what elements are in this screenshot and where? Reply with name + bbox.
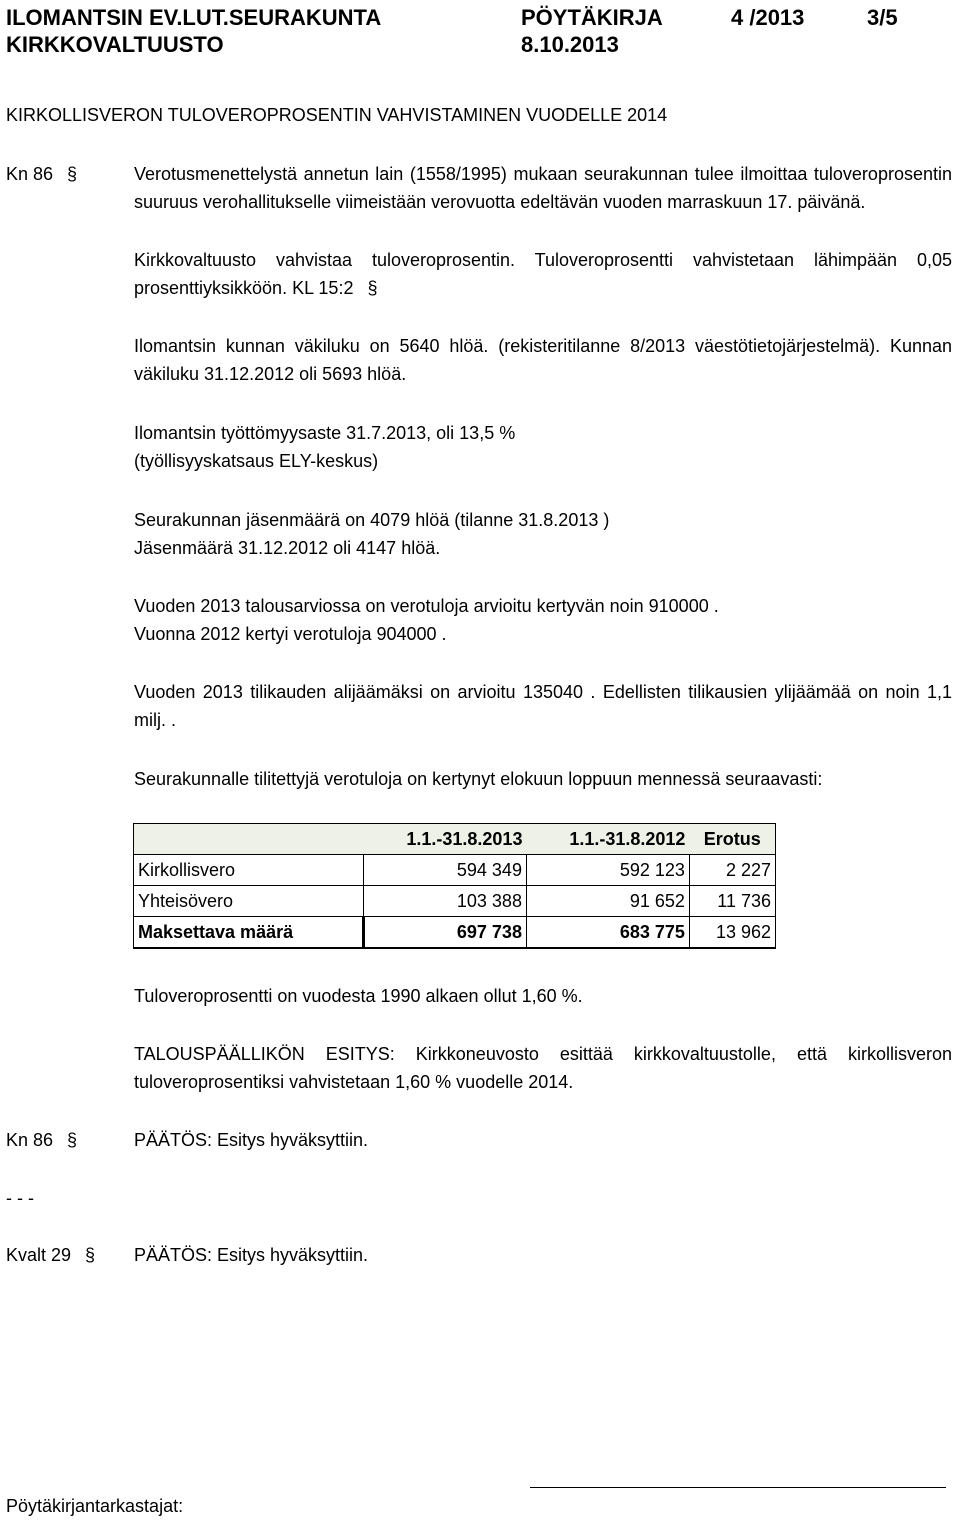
paragraph-tax-income bbox=[134, 592, 952, 648]
proposal-text: Kirkkoneuvosto esittää kirkkovaltuustolle, että kirkollisveron tuloveroprosentiksi vahvistetaan 1,60 % vuodelle 2014. bbox=[134, 1044, 953, 1092]
paragraph-unemployment bbox=[134, 419, 952, 475]
table-cell: Kirkollisvero bbox=[134, 855, 364, 886]
paragraph-population: Ilomantsin kunnan väkiluku on 5640 hlöä. (rekisteritilanne 8/2013 väestötietojärjestelmä). Kunnan väkiluku 31.12.2012 oli 5693 hlöä. bbox=[134, 336, 952, 384]
table-row bbox=[134, 855, 776, 886]
paragraph-law: Verotusmenettelystä annetun lain (1558/1995) mukaan seurakunnan tulee ilmoittaa tuloveroprosentin suuruus verohallitukselle viimeistään verovuotta edeltävän vuoden marraskuun 17. päivänä. bbox=[134, 164, 952, 212]
separator: - - - bbox=[6, 1188, 34, 1208]
member-count: Seurakunnan jäsenmäärä on 4079 hlöä (tilanne 31.8.2013 ) bbox=[134, 510, 610, 530]
table-row bbox=[134, 886, 776, 917]
decision-text-1: PÄÄTÖS: Esitys hyväksyttiin. bbox=[134, 1130, 369, 1150]
meeting-body: KIRKKOVALTUUSTO bbox=[6, 32, 224, 57]
table-cell: 11 736 bbox=[689, 886, 775, 917]
section-sign-icon: § bbox=[85, 1245, 96, 1265]
table-cell: 683 775 bbox=[526, 917, 689, 949]
member-count-previous: Jäsenmäärä 31.12.2012 oli 4147 hlöä. bbox=[134, 538, 441, 558]
table-cell: 594 349 bbox=[364, 855, 527, 886]
table-header-cell bbox=[134, 824, 364, 855]
table-row-total bbox=[134, 917, 776, 949]
unemployment-source: (työllisyyskatsaus ELY-keskus) bbox=[134, 451, 379, 471]
section-sign-icon: § bbox=[67, 1130, 78, 1150]
table-cell: 697 738 bbox=[364, 917, 527, 949]
table-header-cell: 1.1.-31.8.2013 bbox=[364, 824, 527, 855]
page-number: 3/5 bbox=[867, 5, 898, 30]
table-cell: 592 123 bbox=[526, 855, 689, 886]
section-label: Kn 86 bbox=[6, 164, 54, 184]
tax-previous: Vuonna 2012 kertyi verotuloja 904000 . bbox=[134, 624, 447, 644]
table-cell: 2 227 bbox=[689, 855, 775, 886]
footer-inspectors: Pöytäkirjantarkastajat: bbox=[6, 1496, 184, 1516]
tax-estimate: Vuoden 2013 talousarviossa on verotuloja arvioitu kertyvän noin 910000 . bbox=[134, 596, 719, 616]
tax-income-table bbox=[133, 823, 776, 949]
org-name: ILOMANTSIN EV.LUT.SEURAKUNTA bbox=[6, 5, 382, 30]
paragraph-confirm-text: Kirkkovaltuusto vahvistaa tuloveroprosentin. Tuloveroprosentti vahvistetaan lähimpään 0,05 prosenttiyksikköön. KL 15:2 bbox=[134, 250, 952, 298]
table-cell: 103 388 bbox=[364, 886, 527, 917]
section-marker bbox=[6, 160, 77, 188]
meeting-date: 8.10.2013 bbox=[521, 32, 619, 57]
paragraph-confirm bbox=[134, 246, 952, 302]
decision-marker-1 bbox=[6, 1126, 77, 1154]
decision-text-2: PÄÄTÖS: Esitys hyväksyttiin. bbox=[134, 1245, 369, 1265]
paragraph-members bbox=[134, 506, 952, 562]
table-header-cell: Erotus bbox=[689, 824, 775, 855]
table-cell: Maksettava määrä bbox=[134, 917, 364, 949]
decision-label: Kvalt 29 bbox=[6, 1245, 72, 1265]
page-title: KIRKOLLISVERON TULOVEROPROSENTIN VAHVISTAMINEN VUODELLE 2014 bbox=[6, 105, 668, 125]
table-header-cell: 1.1.-31.8.2012 bbox=[526, 824, 689, 855]
paragraph-rate-history: Tuloveroprosentti on vuodesta 1990 alkaen ollut 1,60 %. bbox=[134, 986, 583, 1006]
section-sign-icon: § bbox=[67, 164, 78, 184]
unemployment-rate: Ilomantsin työttömyysaste 31.7.2013, oli 13,5 % bbox=[134, 423, 516, 443]
table-cell: 13 962 bbox=[689, 917, 775, 949]
signature-line bbox=[530, 1487, 946, 1488]
document-type: PÖYTÄKIRJA bbox=[521, 5, 663, 30]
paragraph-deficit: Vuoden 2013 tilikauden alijäämäksi on arvioitu 135040 . Edellisten tilikausien ylijäämää on noin 1,1 milj. . bbox=[134, 682, 952, 730]
table-cell: Yhteisövero bbox=[134, 886, 364, 917]
decision-label: Kn 86 bbox=[6, 1130, 54, 1150]
paragraph-proposal bbox=[134, 1040, 952, 1096]
paragraph-accrued: Seurakunnalle tilitettyjä verotuloja on kertynyt elokuun loppuun mennessä seuraavasti: bbox=[134, 769, 823, 789]
minutes-number: 4 /2013 bbox=[731, 5, 805, 30]
proposal-label: TALOUSPÄÄLLIKÖN ESITYS: bbox=[134, 1044, 395, 1064]
table-cell: 91 652 bbox=[526, 886, 689, 917]
decision-marker-2 bbox=[6, 1241, 95, 1269]
section-sign-icon: § bbox=[367, 278, 378, 298]
table-header-row bbox=[134, 824, 776, 855]
